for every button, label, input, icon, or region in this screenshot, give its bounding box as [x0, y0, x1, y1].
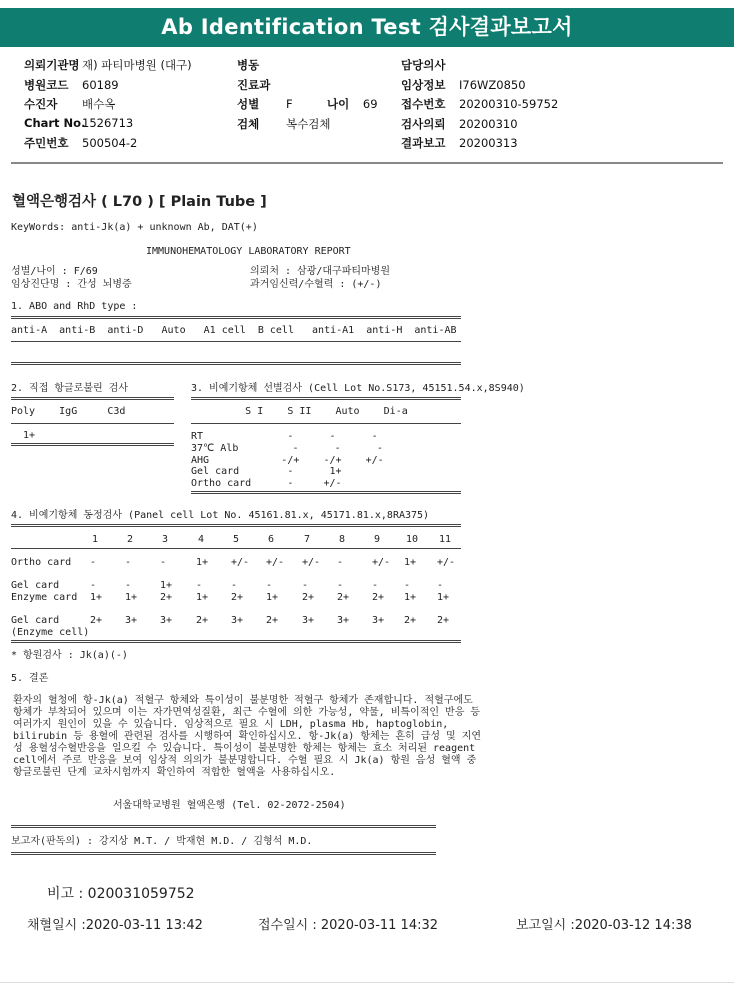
panel-cell: +/- — [372, 557, 391, 568]
panel-column-number: 9 — [374, 534, 381, 545]
header-field-label: 검사의뢰 — [401, 116, 446, 131]
screen-row: 37℃ Alb - - - — [191, 442, 383, 454]
page-bottom-border — [0, 982, 734, 983]
panel-cell: - — [196, 580, 203, 591]
reporter: 보고자(판독의) : 강지상 M.T. / 박재현 M.D. / 김형석 M.D. — [11, 836, 313, 847]
header-divider — [11, 162, 723, 164]
panel-column-number: 4 — [198, 534, 205, 545]
panel-cell: - — [125, 580, 132, 591]
header-field-label: Chart No. — [24, 115, 86, 130]
screen-row: Gel card - 1+ — [191, 466, 342, 478]
panel-heading: 4. 비예기항체 동정검사 (Panel cell Lot No. 45161.81.x, 45171.81.x,8RA375) — [11, 510, 430, 521]
screen-row: Ortho card - +/- — [191, 478, 342, 490]
keywords: KeyWords: anti-Jk(a) + unknown Ab, DAT(+) — [11, 222, 258, 233]
panel-cell: 1+ — [266, 592, 279, 603]
patient-referrer: 의뢰처 : 삼광/대구파티마병원 — [250, 266, 391, 277]
panel-cell: 2+ — [337, 592, 350, 603]
header-field-label: 임상정보 — [401, 77, 446, 92]
header-field-label: 성별 — [237, 97, 260, 111]
header-field-label: 병동 — [237, 58, 260, 72]
panel-column-number: 3 — [162, 534, 169, 545]
patient-diagnosis: 임상진단명 : 간성 뇌병증 — [11, 279, 132, 290]
panel-cell: 2+ — [437, 615, 450, 626]
abo-columns: anti-A anti-B anti-D Auto A1 cell B cell anti-A1 anti-H anti-AB — [11, 325, 457, 336]
dat-values: 1+ — [11, 430, 36, 441]
panel-cell: - — [404, 580, 411, 591]
panel-cell: - — [231, 580, 238, 591]
dat-heading: 2. 직접 항글로불린 검사 — [11, 383, 129, 394]
header-field — [24, 116, 133, 130]
panel-column-number: 7 — [304, 534, 311, 545]
age-field — [327, 96, 378, 112]
header-field — [237, 96, 293, 112]
dat-columns: Poly IgG C3d — [11, 406, 126, 417]
panel-cell: 2+ — [160, 592, 173, 603]
report-title: Ab Identification Test 검사결과보고서 — [0, 8, 734, 47]
panel-cell: 1+ — [90, 592, 103, 603]
header-field — [401, 116, 518, 132]
header-field-label: 의뢰기관명 — [24, 58, 80, 72]
screen-row: AHG -/+ -/+ +/- — [191, 454, 384, 466]
panel-cell: 1+ — [160, 580, 173, 591]
screen-rule — [191, 423, 461, 424]
panel-column-number: 1 — [92, 534, 99, 545]
header-field-label: 주민번호 — [24, 136, 69, 150]
dat-bottom-rule — [11, 443, 174, 446]
panel-cell: 3+ — [125, 615, 138, 626]
panel-column-number: 8 — [339, 534, 346, 545]
panel-cell: 3+ — [302, 615, 315, 626]
conclusion-text: 환자의 혈청에 항-Jk(a) 적혈구 항체와 특이성이 불분명한 적혈구 항체가 존재합니다. 적혈구에도 항체가 부착되어 있으며 이는 자가면역성질환, 최근 수혈에 의한 가능성, 약물, 비특이적인 반응 등 여러가지 원인이 있을 수 있습니다. 임상적으로 필요 시 LDH, plasma Hb, haptoglobin, bilirubin 등 용혈에 관련된 검사를 시행하여 확인하십시오. 항-Jk(a) 항체는 흔히 급성 및 지연성 용혈성수혈반응을 일으킬 수 있습니다. 특이성이 불분명한 항체는 항체는 효소 처리된 reagent cell에서 주로 반응을 보여 임상적 의의가 불분명합니다. 수혈 필요 시 Jk(a) 항원 음성 혈액 중 항글로불린 단계 교차시험까지 확인하여 적합한 혈액을 사용하십시오. — [13, 695, 482, 778]
panel-cell: 2+ — [266, 615, 279, 626]
panel-cell: +/- — [231, 557, 250, 568]
panel-cell: 1+ — [196, 592, 209, 603]
abo-rule — [11, 341, 461, 342]
panel-cell: +/- — [437, 557, 456, 568]
panel-row-label: Gel card — [11, 580, 60, 591]
panel-cell: 2+ — [231, 592, 244, 603]
panel-cell: 2+ — [372, 592, 385, 603]
collected-datetime: 채혈일시 :2020-03-11 13:42 — [27, 918, 203, 933]
lab-hospital: 서울대학교병원 혈액은행 (Tel. 02-2072-2504) — [113, 800, 346, 811]
header-field-value: F — [286, 97, 293, 111]
panel-cell: 2+ — [302, 592, 315, 603]
panel-cell: - — [90, 580, 97, 591]
panel-cell: 2+ — [404, 615, 417, 626]
header-field — [401, 77, 526, 93]
header-field — [401, 135, 518, 151]
panel-cell: 1+ — [404, 557, 417, 568]
panel-column-number: 2 — [127, 534, 134, 545]
panel-column-number: 5 — [233, 534, 240, 545]
header-field-label: 결과보고 — [401, 136, 446, 150]
panel-cell: 3+ — [337, 615, 350, 626]
header-field — [24, 77, 119, 93]
header-field-label: 병원코드 — [24, 77, 69, 92]
panel-row-label: Ortho card — [11, 557, 72, 568]
panel-cell: 1+ — [125, 592, 138, 603]
panel-row-label: Enzyme card — [11, 592, 78, 603]
screen-columns: S I S II Auto Di-a — [191, 406, 408, 417]
header-field — [24, 57, 192, 73]
patient-history: 과거임신력/수혈력 : (+/-) — [250, 279, 382, 290]
screen-heading: 3. 비예기항체 선별검사 (Cell Lot No.S173, 45151.54.x,8S940) — [191, 383, 525, 394]
panel-bottom-rule — [11, 640, 461, 643]
panel-cell: - — [337, 557, 344, 568]
header-field-label: 담당의사 — [401, 58, 446, 72]
header-field-value: 1526713 — [82, 115, 134, 130]
header-field-value: 20200310 — [459, 116, 518, 131]
panel-column-number: 11 — [439, 534, 452, 545]
panel-cell: 3+ — [160, 615, 173, 626]
header-field-value: 복수검체 — [286, 116, 331, 131]
screen-bottom-rule — [191, 491, 461, 494]
panel-cell: - — [90, 557, 97, 568]
header-field-value: 500504-2 — [82, 136, 138, 150]
dat-rule — [11, 423, 174, 424]
panel-cell: 1+ — [437, 592, 450, 603]
header-field — [401, 57, 459, 73]
abo-top-rule — [11, 316, 461, 319]
panel-cell: - — [437, 580, 444, 591]
header-field-label: 수진자 — [24, 97, 58, 111]
header-field — [401, 96, 558, 112]
note: 비고 : 020031059752 — [47, 886, 195, 902]
screen-top-rule — [191, 397, 461, 400]
abo-bottom-rule — [11, 362, 461, 365]
panel-row-label: Gel card (Enzyme cell) — [11, 615, 90, 638]
antigen-test: * 항원검사 : Jk(a)(-) — [11, 650, 128, 661]
patient-sex-age: 성별/나이 : F/69 — [11, 266, 98, 277]
panel-cell: - — [372, 580, 379, 591]
panel-cell: +/- — [266, 557, 285, 568]
header-field — [24, 96, 115, 112]
header-field — [237, 57, 286, 73]
header-field-value: I76WZ0850 — [459, 77, 526, 92]
section-title: 혈액은행검사 ( L70 ) [ Plain Tube ] — [12, 194, 267, 210]
header-field-label: 검체 — [237, 116, 260, 131]
header-field — [24, 135, 137, 151]
dat-top-rule — [11, 397, 174, 400]
reported-datetime: 보고일시 :2020-03-12 14:38 — [516, 918, 692, 933]
header-field — [237, 77, 286, 93]
panel-cell: - — [125, 557, 132, 568]
header-field-label: 진료과 — [237, 77, 271, 92]
screen-row: RT - - - — [191, 431, 378, 442]
panel-cell: 2+ — [196, 615, 209, 626]
panel-rule — [11, 548, 461, 549]
panel-cell: - — [160, 557, 167, 568]
conclusion-heading: 5. 결론 — [11, 673, 49, 684]
panel-cell: 3+ — [231, 615, 244, 626]
header-field — [237, 116, 330, 132]
panel-column-number: 6 — [268, 534, 275, 545]
received-datetime: 접수일시 : 2020-03-11 14:32 — [258, 918, 439, 933]
panel-cell: - — [266, 580, 273, 591]
abo-heading: 1. ABO and RhD type : — [11, 301, 138, 312]
header-field-value: 재) 파티마병원 (대구) — [82, 58, 192, 72]
header-field-value: 20200313 — [459, 136, 518, 150]
panel-cell: 3+ — [372, 615, 385, 626]
header-field-value: 60189 — [82, 77, 119, 92]
lab-report-title: IMMUNOHEMATOLOGY LABORATORY REPORT — [146, 246, 351, 257]
reporter-bottom-rule — [11, 852, 436, 855]
panel-cell: 1+ — [404, 592, 417, 603]
panel-cell: - — [337, 580, 344, 591]
panel-top-rule — [11, 524, 461, 527]
panel-cell: 2+ — [90, 615, 103, 626]
header-field-label: 접수번호 — [401, 97, 446, 111]
panel-cell: 1+ — [196, 557, 209, 568]
panel-cell: - — [302, 580, 309, 591]
age-label: 나이 — [327, 97, 350, 111]
reporter-top-rule — [11, 825, 436, 828]
age-value: 69 — [362, 97, 378, 111]
header-field-value: 20200310-59752 — [459, 97, 559, 111]
panel-cell: +/- — [302, 557, 321, 568]
panel-column-number: 10 — [406, 534, 419, 545]
header-field-value: 배수옥 — [82, 97, 116, 111]
